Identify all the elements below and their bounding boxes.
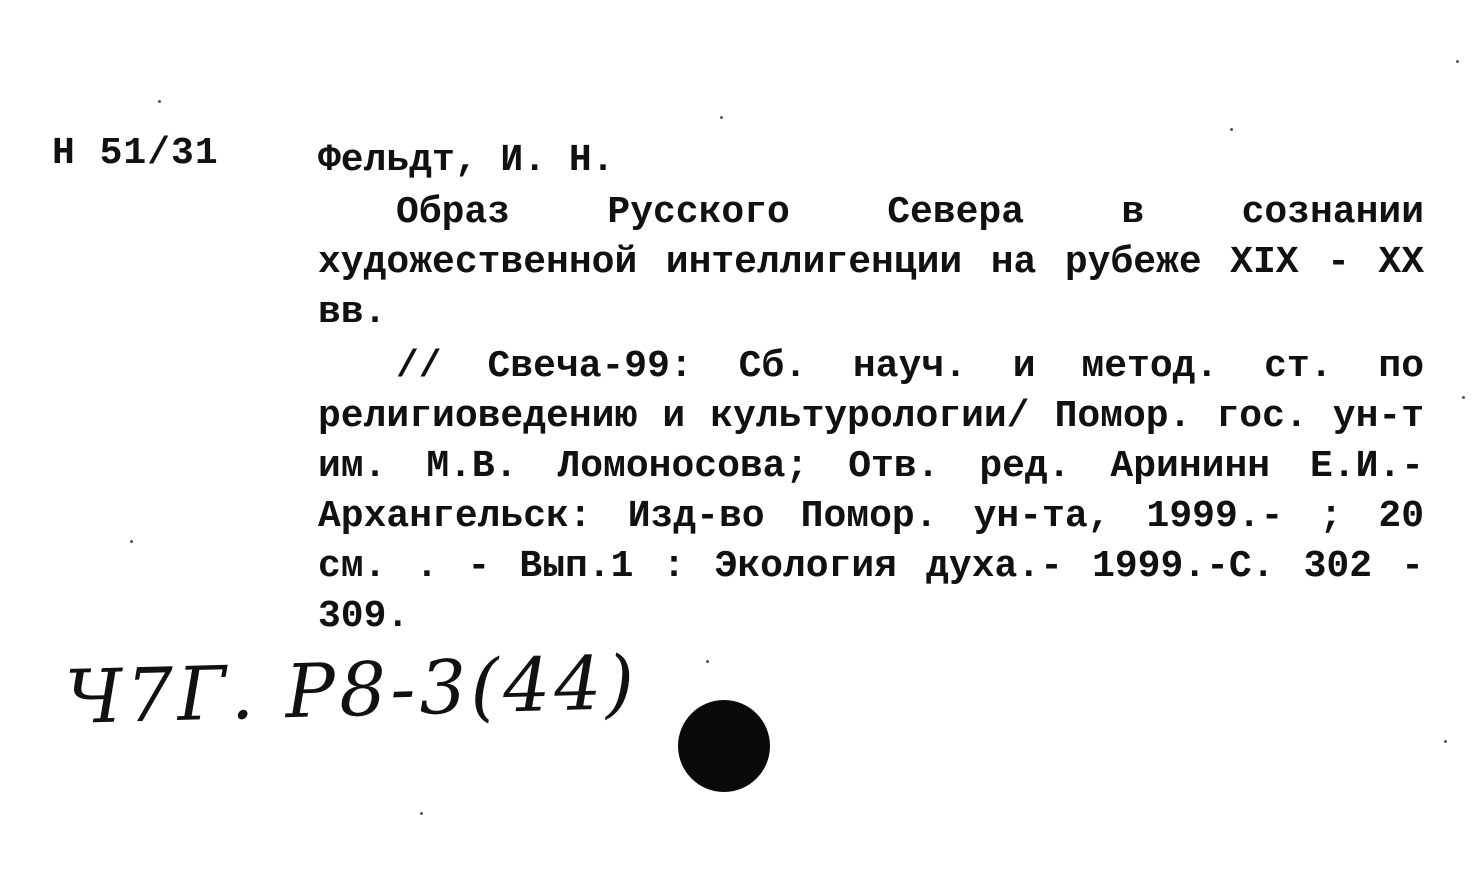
dust-speck [130,540,133,543]
dust-speck [706,660,709,663]
dust-speck [1444,740,1447,743]
dust-speck [1456,60,1459,63]
dust-speck [720,116,723,119]
shelfmark: Н 51/31 [52,132,219,175]
source-description: // Свеча-99: Сб. науч. и метод. ст. по религиоведению и культурологии/ Помор. гос. ун-т им. М.В. Ломоносова; Отв. ред. Арининн Е.И.- Архангельск: Изд-во Помор. ун-та, 1999.- ; 20 см. . - Вып.1 : Экология духа.- 1999.-С. 302 - 309. [318,345,1424,638]
dust-speck [1230,128,1233,131]
dust-speck [158,100,161,103]
handwritten-classification-code: Ч7Г. Р8-3(44) [64,639,640,741]
work-title: Образ Русского Севера в сознании художественной интеллигенции на рубеже XIX - XX вв. [318,191,1424,334]
bibliographic-entry [318,136,1424,642]
author-name: Фельдт, И. Н. [318,139,615,182]
dust-speck [1462,396,1465,399]
punch-hole [678,700,770,792]
dust-speck [420,812,423,815]
